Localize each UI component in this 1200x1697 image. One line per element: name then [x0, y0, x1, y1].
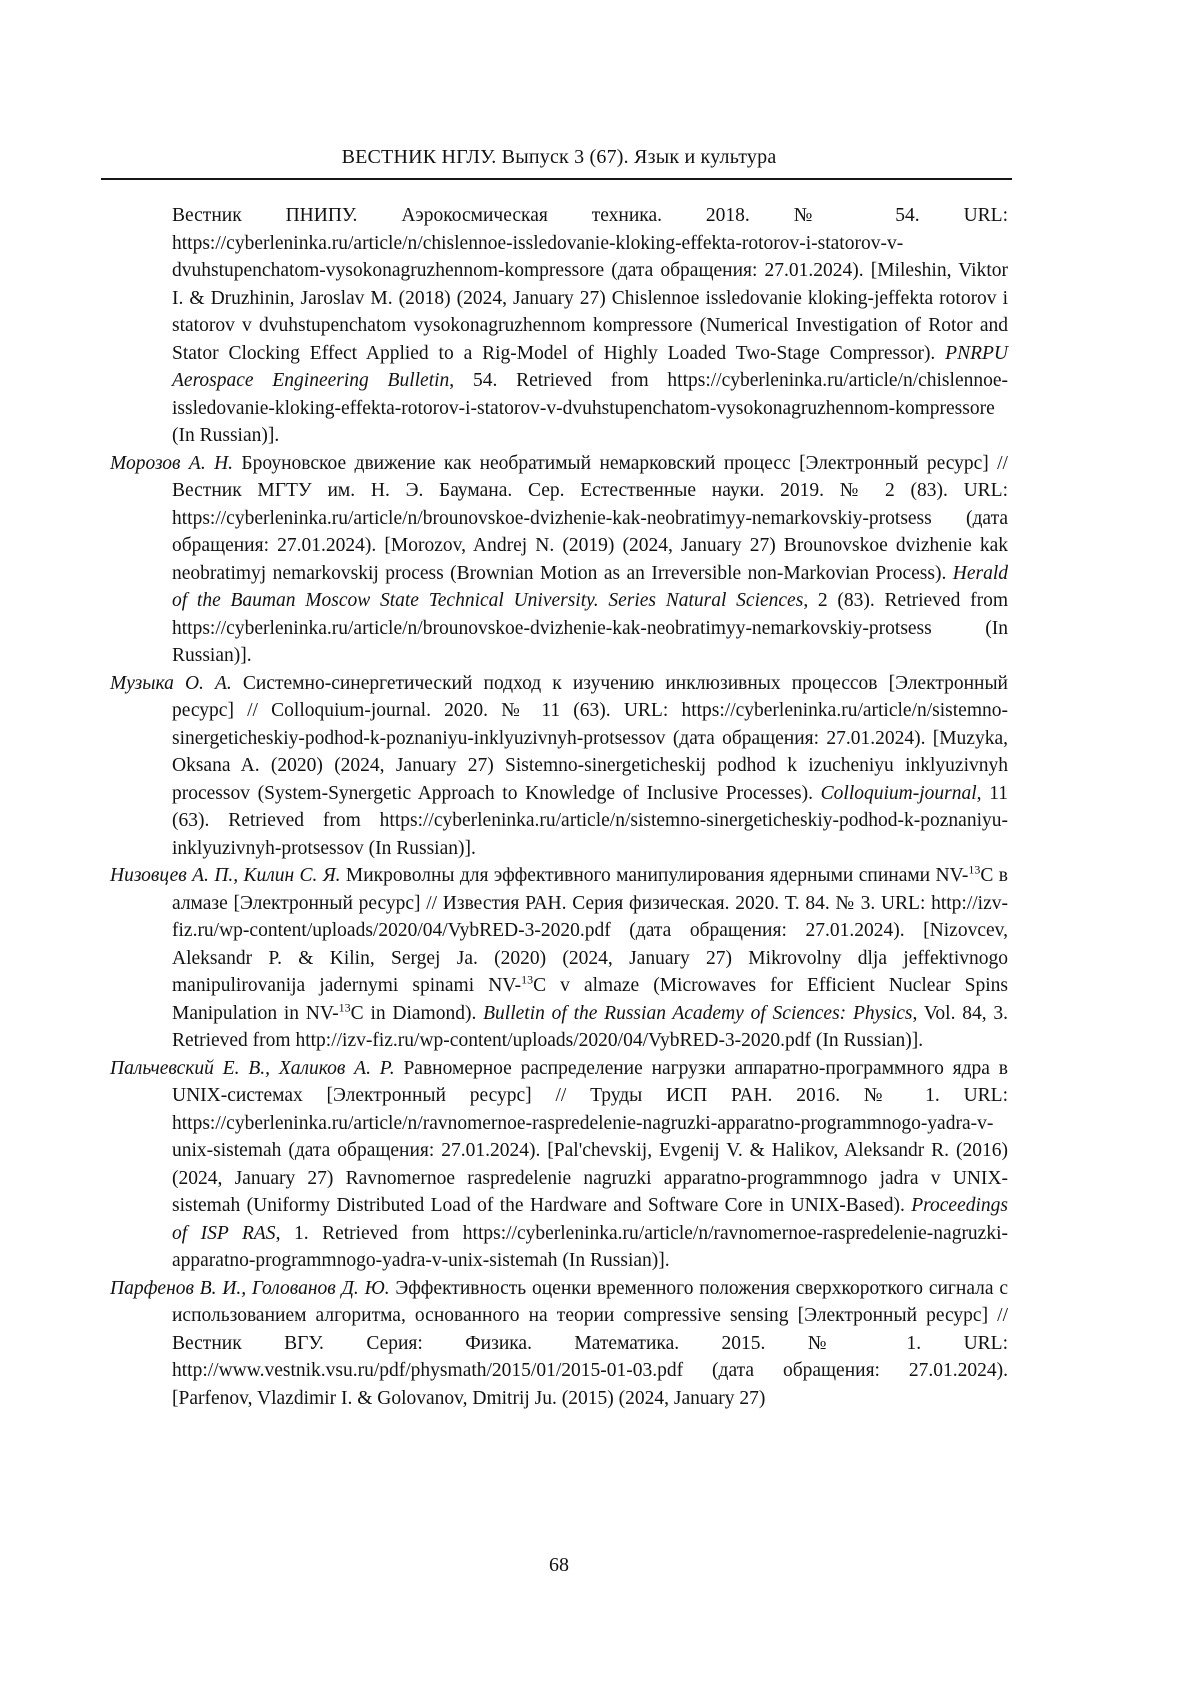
- ref-text-run: C v almaze (Microwaves for Efficient Nuclear Spins Manipulation in NV-: [172, 975, 1009, 1024]
- page-number: 68: [549, 1554, 569, 1576]
- ref-text-run: , 54. Retrieved from https://cyberleninka.ru/article/n/chislennoe-issledovanie-kloking-effekta-rotorov-i-statorov-v-dvuhstupenchatom-vysokonagruzhennom-kompressore (In Russian)].: [172, 370, 1008, 446]
- ref-text-run: , 2 (83). Retrieved from https://cyberleninka.ru/article/n/brounovskoe-dvizhenie-kak-neobratimyy-nemarkovskiy-protsess (In Russian)].: [172, 590, 1009, 666]
- header-rule: [101, 178, 1012, 180]
- ref-superscript: 13: [968, 862, 981, 877]
- ref-italic-run: Низовцев А. П., Килин С. Я.: [110, 865, 341, 886]
- ref-italic-run: Морозов А. Н.: [110, 452, 234, 474]
- running-head: ВЕСТНИК НГЛУ. Выпуск 3 (67). Язык и культура: [341, 146, 777, 168]
- ref-italic-run: Bulletin of the Russian Academy of Sciences: Physics: [483, 1002, 913, 1024]
- ref-text-run: Системно-синергетический подход к изучению инклюзивных процессов [Электронный ресурс] // Colloquium-journal. 2020. № 11 (63). URL: https://cyberleninka.ru/article/n/sistemno-sinergeticheskiy-podhod-k-poznaniyu-inklyuzivnyh-protsessov (дата обращения: 27.01.2024). [Muzyka, Oksana A. (2020) (2024, January 27) Sistemno-sinergeticheskij podhod k izucheniyu inklyuzivnyh processov (System-Synergetic Approach to Knowledge of Inclusive Processes).: [172, 672, 1008, 804]
- ref-italic-run: PNRPU Aerospace Engineering Bulletin: [172, 342, 1008, 391]
- ref-text-run: , 11 (63). Retrieved from https://cyberleninka.ru/article/n/sistemno-sinergeticheskiy-podhod-k-poznaniyu-inklyuzivnyh-protsessov (In Russian)].: [172, 782, 1008, 859]
- ref-text-run: C in Diamond).: [350, 1002, 484, 1024]
- ref-italic-run: Музыка О. А.: [110, 672, 232, 694]
- reference-entry: [110, 670, 1008, 863]
- ref-text-run: Броуновское движение как необратимый немарковский процесс [Электронный ресурс] // Вестник МГТУ им. Н. Э. Баумана. Сер. Естественные науки. 2019. № 2 (83). URL: https://cyberleninka.ru/article/n/brounovskoe-dvizhenie-kak-neobratimyy-nemarkovskiy-protsess (дата обращения: 27.01.2024). [Morozov, Andrej N. (2019) (2024, January 27) Brounovskoe dvizhenie kak neobratimyj nemarkovskij process (Brownian Motion as an Irreversible non-Markovian Process).: [172, 452, 1008, 584]
- ref-superscript: 13: [338, 1000, 351, 1014]
- ref-text-run: Микроволны для эффективного манипулирования ядерными спинами NV-: [340, 865, 969, 886]
- reference-entry: [110, 202, 1008, 450]
- ref-text-run: Вестник ПНИПУ. Аэрокосмическая техника. 2018. № 54. URL: https://cyberleninka.ru/article/n/chislennoe-issledovanie-kloking-effekta-rotorov-i-statorov-v-dvuhstupenchatom-vysokonagruzhennom-kompressore (дата обращения: 27.01.2024). [Mileshin, Viktor I. & Druzhinin, Jaroslav M. (2018) (2024, January 27) Chislennoe issledovanie kloking-jeffekta rotorov i statorov v dvuhstupenchatom vysokonagruzhennom kompressore (Numerical Investigation of Rotor and Stator Clocking Effect Applied to a Rig-Model of Highly Loaded Two-Stage Compressor).: [172, 205, 1008, 364]
- ref-superscript: 13: [521, 972, 534, 987]
- ref-text-run: Равномерное распределение нагрузки аппаратно-программного ядра в UNIX-системах [Электронный ресурс] // Труды ИСП РАН. 2016. № 1. URL: https://cyberleninka.ru/article/n/ravnomernoe-raspredelenie-nagruzki-apparatno-programmnogo-yadra-v-unix-sistemah (дата обращения: 27.01.2024). [Pal'chevskij, Evgenij V. & Halikov, Aleksandr R. (2016) (2024, January 27) Ravnomernoe raspredelenie nagruzki apparatno-programmnogo jadra v UNIX-sistemah (Uniformy Distributed Load of the Hardware and Software Core in UNIX-Based).: [172, 1057, 1009, 1216]
- ref-text-run: Эффективность оценки временного положения сверхкороткого сигнала с использованием алгоритма, основанного на теории compressive sensing [Электронный ресурс] // Вестник ВГУ. Серия: Физика. Математика. 2015. № 1. URL: http://www.vestnik.vsu.ru/pdf/physmath/2015/01/2015-01-03.pdf (дата обращения: 27.01.2024). [Parfenov, Vlazdimir I. & Golovanov, Dmitrij Ju. (2015) (2024, January 27): [172, 1277, 1008, 1409]
- ref-text-run: , 1. Retrieved from https://cyberleninka.ru/article/n/ravnomernoe-raspredelenie-nagruzki-apparatno-programmnogo-yadra-v-unix-sistemah (In Russian)].: [172, 1222, 1008, 1271]
- ref-text-run: , Vol. 84, 3. Retrieved from http://izv-fiz.ru/wp-content/uploads/2020/04/VybRED-3-2020.pdf (In Russian)].: [172, 1002, 1008, 1051]
- reference-entry: [110, 1055, 1008, 1275]
- reference-list: [110, 202, 1008, 1412]
- ref-italic-run: Colloquium-journal: [820, 782, 977, 804]
- ref-italic-run: Пальчевский Е. В., Халиков А. Р.: [110, 1057, 395, 1079]
- ref-italic-run: Парфенов В. И., Голованов Д. Ю.: [110, 1277, 390, 1299]
- reference-entry: [110, 450, 1008, 670]
- reference-entry: [110, 862, 1008, 1055]
- ref-italic-run: Proceedings of ISP RAS: [172, 1195, 1008, 1244]
- reference-entry: [110, 1275, 1008, 1413]
- ref-italic-run: Herald of the Bauman Moscow State Technical University. Series Natural Sciences: [172, 562, 1008, 611]
- ref-text-run: C в алмазе [Электронный ресурс] // Известия РАН. Серия физическая. 2020. Т. 84. № 3. URL: http://izv-fiz.ru/wp-content/uploads/2020/04/VybRED-3-2020.pdf (дата обращения: 27.01.2024). [Nizovcev, Aleksandr P. & Kilin, Sergej Ja. (2020) (2024, January 27) Mikrovolny dlja jeffektivnogo manipulirovanija jadernymi spinami NV-: [172, 865, 1008, 996]
